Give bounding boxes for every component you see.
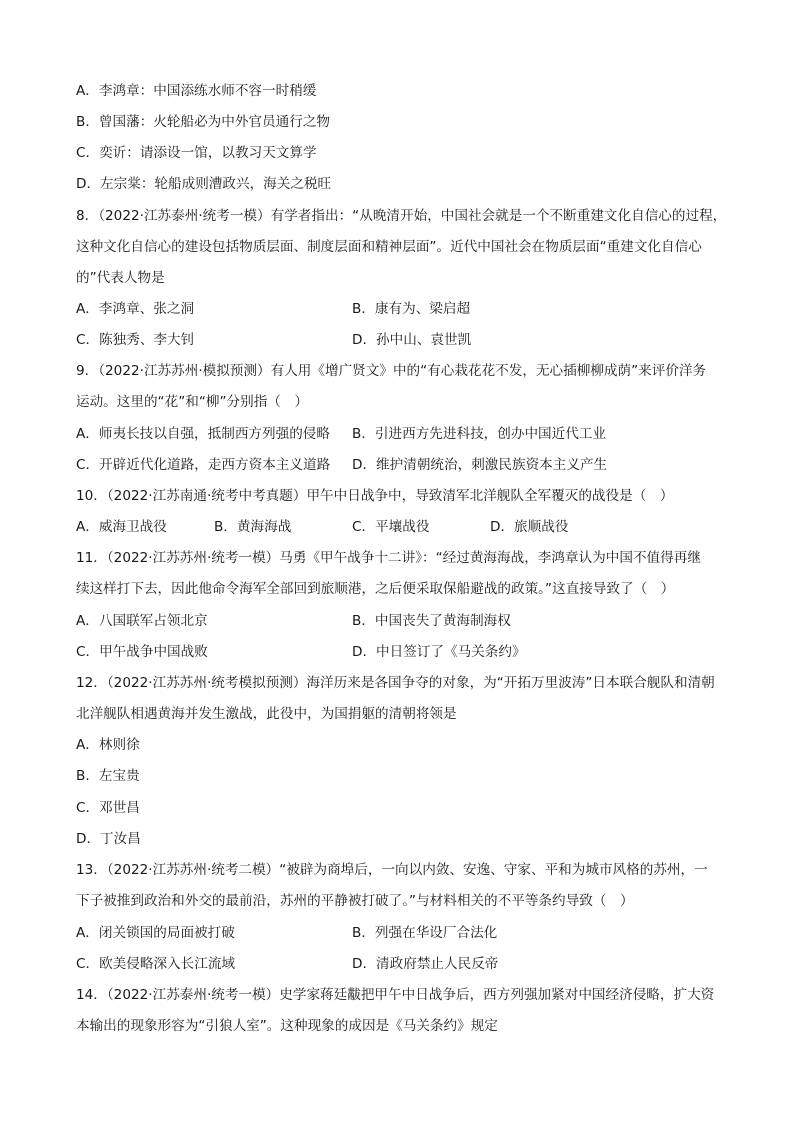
q8-option-a: A．李鸿章、张之洞 <box>76 301 195 317</box>
q10-stem-line-1: 10．（2022·江苏南通·统考中考真题）甲午中日战争中，导致清军北洋舰队全军覆灭的战役是（ ） <box>76 488 674 504</box>
q7-option-d: D．左宗棠：轮船成则漕政兴，海关之税旺 <box>76 176 332 192</box>
q12-stem-line-2: 北洋舰队相遇黄海并发生激战，此役中，为国捐躯的清朝将领是 <box>76 706 457 722</box>
q12-option-a: A．林则徐 <box>76 737 140 753</box>
q14-stem-line-1: 14．（2022·江苏泰州·统考一模）史学家蒋廷黻把甲午中日战争后，西方列强加紧对中国经济侵略，扩大资 <box>76 987 715 1003</box>
q13-option-a: A．闭关锁国的局面被打破 <box>76 925 235 941</box>
q10-option-a: A．威海卫战役 <box>76 519 167 535</box>
q9-option-b: B．引进西方先进科技，创办中国近代工业 <box>352 426 607 442</box>
q9-option-c: C．开辟近代化道路，走西方资本主义道路 <box>76 457 331 473</box>
q11-stem-line-2: 续这样打下去，因此他命令海军全部回到旅顺港，之后便采取保船避战的政策。”这直接导致了（ ） <box>76 581 675 597</box>
q10-option-d: D．旅顺战役 <box>490 519 569 535</box>
q13-option-c: C．欧美侵略深入长江流域 <box>76 956 236 972</box>
q11-option-a: A．八国联军占领北京 <box>76 613 208 629</box>
q7-option-c: C．奕䜣：请添设一馆，以教习天文算学 <box>76 145 317 161</box>
q11-option-c: C．甲午战争中国战败 <box>76 644 208 660</box>
q8-stem-line-1: 8．（2022·江苏泰州·统考一模）有学者指出：“从晚清开始，中国社会就是一个不断重建文化自信心的过程， <box>76 208 727 224</box>
q8-stem-line-2: 这种文化自信心的建设包括物质层面、制度层面和精神层面”。近代中国社会在物质层面“重建文化自信心 <box>76 239 702 255</box>
q13-option-b: B．列强在华设厂合法化 <box>352 925 498 941</box>
q9-stem-line-1: 9．（2022·江苏苏州·模拟预测）有人用《增广贤文》中的“有心栽花花不发，无心插柳柳成荫”来评价洋务 <box>76 363 707 379</box>
q12-stem-line-1: 12．（2022·江苏苏州·统考模拟预测）海洋历来是各国争夺的对象，为“开拓万里波涛”日本联合舰队和清朝 <box>76 675 715 691</box>
q7-option-b: B．曾国藩：火轮船必为中外官员通行之物 <box>76 114 331 130</box>
q9-option-a: A．师夷长技以自强，抵制西方列强的侵略 <box>76 426 330 442</box>
q12-option-d: D．丁汝昌 <box>76 831 141 847</box>
q10-option-c: C．平壤战役 <box>352 519 430 535</box>
q13-stem-line-2: 下子被推到政治和外交的最前沿，苏州的平静被打破了。”与材料相关的不平等条约导致（ ） <box>76 893 634 909</box>
q13-option-d: D．清政府禁止人民反帝 <box>352 956 499 972</box>
q11-option-b: B．中国丧失了黄海制海权 <box>352 613 511 629</box>
q12-option-c: C．邓世昌 <box>76 800 140 816</box>
q8-option-d: D．孙中山、袁世凯 <box>352 332 472 348</box>
q11-option-d: D．中日签订了《马关条约》 <box>352 644 526 660</box>
q8-stem-line-3: 的”代表人物是 <box>76 270 165 286</box>
q7-option-a: A．李鸿章：中国添练水师不容一时稍缓 <box>76 83 317 99</box>
q14-stem-line-2: 本输出的现象形容为“引狼人室”。这种现象的成因是《马关条约》规定 <box>76 1018 498 1034</box>
q12-option-b: B．左宝贵 <box>76 768 140 784</box>
q9-option-d: D．维护清朝统治，刺激民族资本主义产生 <box>352 457 608 473</box>
q10-option-b: B．黄海海战 <box>214 519 292 535</box>
q11-stem-line-1: 11．（2022·江苏苏州·统考一模）马勇《甲午战争十二讲》：“经过黄海海战，李鸿章认为中国不值得再继 <box>76 550 701 566</box>
q9-stem-line-2: 运动。这里的“花”和“柳”分别指（ ） <box>76 394 309 410</box>
q8-option-b: B．康有为、梁启超 <box>352 301 471 317</box>
q8-option-c: C．陈独秀、李大钊 <box>76 332 195 348</box>
q13-stem-line-1: 13．（2022·江苏苏州·统考二模）“被辟为商埠后，一向以内敛、安逸、守家、平和为城市风格的苏州，一 <box>76 862 708 878</box>
